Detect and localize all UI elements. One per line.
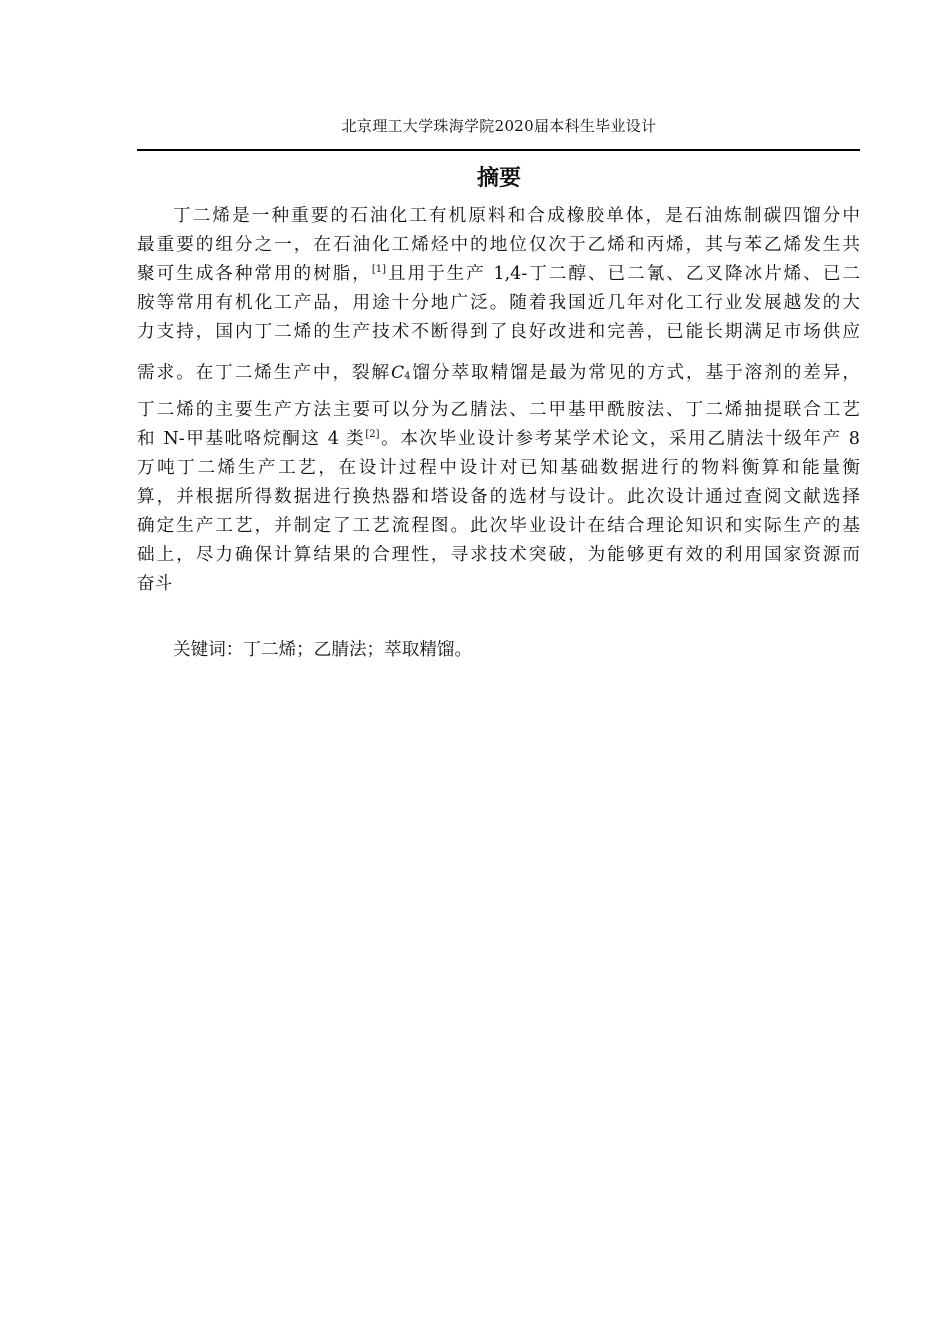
abstract-line: 胺等常用有机化工产品，用途十分地广泛。随着我国近几年对化工行业发展越发的大 [137, 293, 860, 313]
abstract-body [137, 202, 860, 599]
abstract-line [137, 425, 860, 454]
abstract-line [137, 260, 860, 289]
abstract-line: 力支持，国内丁二烯的生产技术不断得到了良好改进和完善，已能长期满足市场供应 [137, 322, 860, 342]
abstract-text: 需求。在丁二烯生产中，裂解 [137, 363, 392, 383]
abstract-text: 馏分萃取精馏是最为常见的方式，基于溶剂的差异， [410, 363, 860, 383]
abstract-line [137, 347, 860, 392]
page-header: 北京理工大学珠海学院2020届本科生毕业设计 [341, 117, 657, 135]
c4-formula [391, 363, 410, 383]
abstract-line: 础上，尽力确保计算结果的合理性，寻求技术突破，为能够更有效的利用国家资源而 [137, 545, 860, 565]
abstract-line: 万吨丁二烯生产工艺，在设计过程中设计对已知基础数据进行的物料衡算和能量衡 [137, 458, 860, 478]
abstract-text: 聚可生成各种常用的树脂， [137, 264, 372, 284]
abstract-line: 确定生产工艺，并制定了工艺流程图。此次毕业设计在结合理论知识和实际生产的基 [137, 516, 860, 536]
abstract-text: 和 N-甲基吡咯烷酮这 4 类 [137, 429, 366, 449]
keywords-line: 关键词：丁二烯；乙腈法；萃取精馏。 [173, 640, 473, 660]
c4-symbol: C [391, 363, 405, 383]
abstract-text: 。本次毕业设计参考某学术论文，采用乙腈法十级年产 8 [379, 429, 861, 449]
abstract-line: 算，并根据所得数据进行换热器和塔设备的选材与设计。此次设计通过查阅文献选择 [137, 487, 860, 507]
citation-ref-1: [1] [371, 264, 386, 275]
abstract-line: 丁二烯的主要生产方法主要可以分为乙腈法、二甲基甲酰胺法、丁二烯抽提联合工艺 [137, 400, 860, 420]
abstract-line: 丁二烯是一种重要的石油化工有机原料和合成橡胶单体，是石油炼制碳四馏分中 [173, 206, 860, 226]
abstract-title: 摘要 [476, 165, 521, 191]
abstract-line: 奋斗 [137, 574, 173, 594]
header-divider [137, 149, 860, 151]
c4-subscript: 4 [404, 371, 411, 382]
citation-ref-2: [2] [365, 429, 380, 440]
abstract-text: 且用于生产 1,4-丁二醇、已二氰、乙叉降冰片烯、已二 [386, 264, 860, 284]
abstract-line: 最重要的组分之一，在石油化工烯烃中的地位仅次于乙烯和丙烯，其与苯乙烯发生共 [137, 235, 860, 255]
